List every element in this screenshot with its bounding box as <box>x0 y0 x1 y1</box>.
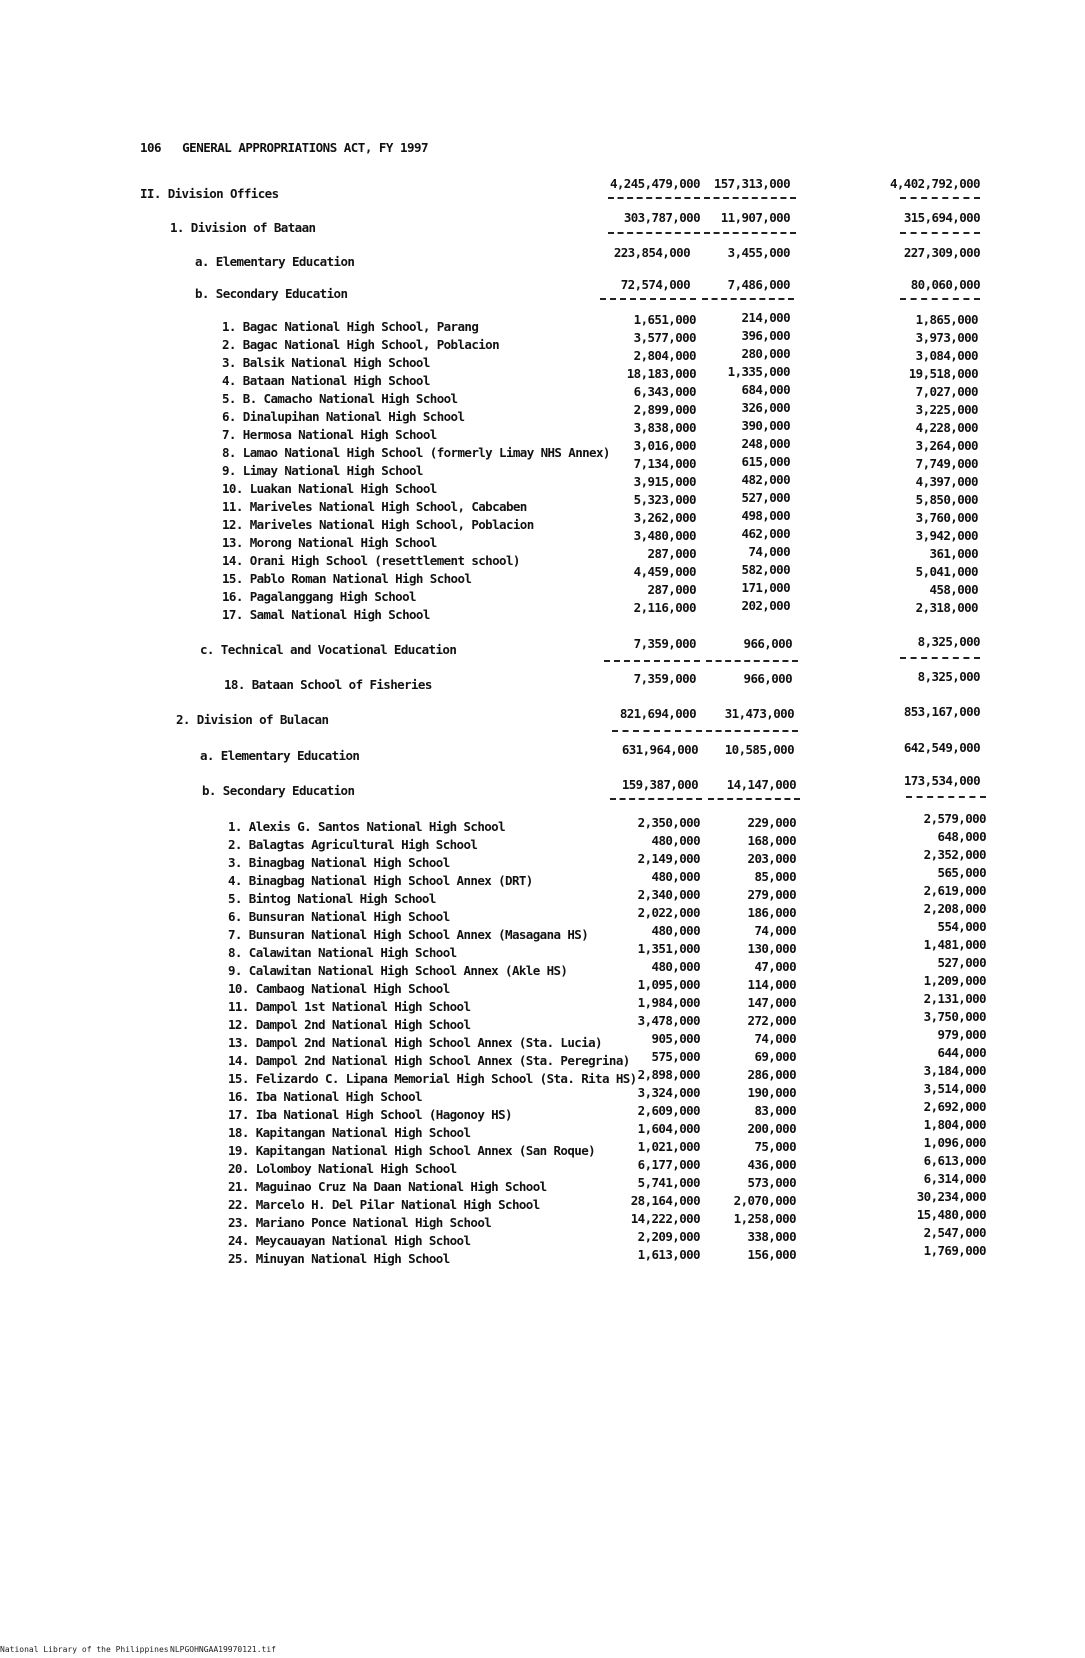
list-item-col3: 1,769,000 <box>923 1243 986 1258</box>
bataan-fisheries-col1: 7,359,000 <box>633 671 696 686</box>
division-offices-col2: 157,313,000 <box>713 176 790 191</box>
list-item-col1: 5,323,000 <box>633 492 696 507</box>
list-item-col2: 396,000 <box>741 328 790 343</box>
list-item-col1: 3,478,000 <box>637 1013 700 1028</box>
footer-library: National Library of the Philippines <box>0 1645 169 1654</box>
list-item-col1: 480,000 <box>651 959 700 974</box>
list-item-col1: 1,604,000 <box>637 1121 700 1136</box>
list-item-col2: 615,000 <box>741 454 790 469</box>
bataan-elementary-label: a. Elementary Education <box>195 254 355 269</box>
list-item-col3: 1,209,000 <box>923 973 986 988</box>
list-item: 7. Hermosa National High School <box>222 427 437 442</box>
list-item: 14. Orani High School (resettlement school) <box>222 553 520 568</box>
list-item: 24. Meycauayan National High School <box>228 1233 471 1248</box>
division-offices-label: II. Division Offices <box>140 186 279 201</box>
list-item-col1: 14,222,000 <box>630 1211 700 1226</box>
list-item: 16. Iba National High School <box>228 1089 422 1104</box>
list-item: 15. Felizardo C. Lipana Memorial High School (Sta. Rita HS) <box>228 1071 637 1086</box>
list-item-col3: 3,264,000 <box>915 438 978 453</box>
list-item: 5. B. Camacho National High School <box>222 391 458 406</box>
list-item-col2: 75,000 <box>754 1139 796 1154</box>
list-item-col3: 3,514,000 <box>923 1081 986 1096</box>
bataan-fisheries-label: 18. Bataan School of Fisheries <box>224 677 432 692</box>
list-item-col3: 1,481,000 <box>923 937 986 952</box>
list-item-col2: 74,000 <box>754 923 796 938</box>
list-item-col1: 4,459,000 <box>633 564 696 579</box>
list-item-col3: 2,208,000 <box>923 901 986 916</box>
list-item-col2: 114,000 <box>747 977 796 992</box>
list-item-col2: 482,000 <box>741 472 790 487</box>
list-item-col3: 7,027,000 <box>915 384 978 399</box>
list-item-col1: 3,577,000 <box>633 330 696 345</box>
list-item-col3: 5,041,000 <box>915 564 978 579</box>
list-item-col3: 4,397,000 <box>915 474 978 489</box>
list-item-col3: 2,547,000 <box>923 1225 986 1240</box>
list-item: 10. Luakan National High School <box>222 481 437 496</box>
rule <box>600 298 696 300</box>
list-item-col2: 74,000 <box>748 544 790 559</box>
list-item-col2: 498,000 <box>741 508 790 523</box>
list-item-col1: 1,651,000 <box>633 312 696 327</box>
list-item: 13. Morong National High School <box>222 535 437 550</box>
bataan-elementary-col2: 3,455,000 <box>727 245 790 260</box>
list-item-col1: 2,149,000 <box>637 851 700 866</box>
list-item-col1: 3,480,000 <box>633 528 696 543</box>
page-number: 106 <box>140 140 162 155</box>
list-item-col3: 644,000 <box>937 1045 986 1060</box>
bulacan-col2: 31,473,000 <box>724 706 794 721</box>
bataan-technical-col2: 966,000 <box>743 636 792 651</box>
list-item-col1: 6,343,000 <box>633 384 696 399</box>
list-item-col3: 1,096,000 <box>923 1135 986 1150</box>
page-header <box>140 140 428 155</box>
list-item-col1: 7,134,000 <box>633 456 696 471</box>
list-item-col1: 287,000 <box>647 582 696 597</box>
list-item: 14. Dampol 2nd National High School Annex (Sta. Peregrina) <box>228 1053 630 1068</box>
list-item-col3: 19,518,000 <box>908 366 978 381</box>
list-item: 20. Lolomboy National High School <box>228 1161 457 1176</box>
list-item: 4. Bataan National High School <box>222 373 430 388</box>
list-item-col2: 248,000 <box>741 436 790 451</box>
list-item: 6. Dinalupihan National High School <box>222 409 465 424</box>
bataan-secondary-col3: 80,060,000 <box>910 277 980 292</box>
list-item-col2: 171,000 <box>741 580 790 595</box>
list-item-col3: 6,314,000 <box>923 1171 986 1186</box>
list-item: 5. Bintog National High School <box>228 891 436 906</box>
list-item: 8. Calawitan National High School <box>228 945 457 960</box>
list-item-col2: 74,000 <box>754 1031 796 1046</box>
list-item-col1: 1,021,000 <box>637 1139 700 1154</box>
list-item-col2: 200,000 <box>747 1121 796 1136</box>
list-item-col3: 3,750,000 <box>923 1009 986 1024</box>
rule <box>900 197 980 199</box>
list-item-col3: 5,850,000 <box>915 492 978 507</box>
list-item-col3: 3,184,000 <box>923 1063 986 1078</box>
bulacan-elementary-label: a. Elementary Education <box>200 748 360 763</box>
list-item-col1: 3,016,000 <box>633 438 696 453</box>
bulacan-elementary-col3: 642,549,000 <box>903 740 980 755</box>
list-item: 23. Mariano Ponce National High School <box>228 1215 492 1230</box>
list-item: 8. Lamao National High School (formerly Limay NHS Annex) <box>222 445 610 460</box>
bataan-col3: 315,694,000 <box>903 210 980 225</box>
list-item-col3: 2,692,000 <box>923 1099 986 1114</box>
list-item-col3: 2,619,000 <box>923 883 986 898</box>
list-item-col2: 582,000 <box>741 562 790 577</box>
bataan-secondary-col2: 7,486,000 <box>727 277 790 292</box>
list-item: 25. Minuyan National High School <box>228 1251 450 1266</box>
list-item-col3: 2,318,000 <box>915 600 978 615</box>
list-item: 10. Cambaog National High School <box>228 981 450 996</box>
list-item: 19. Kapitangan National High School Annex (San Roque) <box>228 1143 596 1158</box>
rule <box>900 298 980 300</box>
list-item-col2: 286,000 <box>747 1067 796 1082</box>
list-item-col2: 147,000 <box>747 995 796 1010</box>
list-item: 6. Bunsuran National High School <box>228 909 450 924</box>
rule <box>610 798 702 800</box>
rule <box>906 796 986 798</box>
bataan-technical-col3: 8,325,000 <box>917 634 980 649</box>
list-item-col1: 2,609,000 <box>637 1103 700 1118</box>
list-item-col3: 361,000 <box>929 546 978 561</box>
list-item: 1. Bagac National High School, Parang <box>222 319 479 334</box>
list-item-col2: 280,000 <box>741 346 790 361</box>
list-item: 3. Binagbag National High School <box>228 855 450 870</box>
list-item: 1. Alexis G. Santos National High School <box>228 819 506 834</box>
list-item-col2: 326,000 <box>741 400 790 415</box>
list-item-col2: 1,335,000 <box>727 364 790 379</box>
list-item-col1: 6,177,000 <box>637 1157 700 1172</box>
list-item-col2: 47,000 <box>754 959 796 974</box>
list-item-col2: 168,000 <box>747 833 796 848</box>
rule <box>702 298 794 300</box>
footer-file: NLPGOHNGAA19970121.tif <box>170 1645 276 1654</box>
list-item-col3: 1,865,000 <box>915 312 978 327</box>
bulacan-elementary-col1: 631,964,000 <box>621 742 698 757</box>
list-item-col1: 287,000 <box>647 546 696 561</box>
bulacan-col1: 821,694,000 <box>619 706 696 721</box>
list-item-col1: 1,984,000 <box>637 995 700 1010</box>
list-item-col2: 186,000 <box>747 905 796 920</box>
rule <box>708 798 800 800</box>
bulacan-secondary-label: b. Secondary Education <box>202 783 355 798</box>
list-item-col3: 3,225,000 <box>915 402 978 417</box>
list-item-col3: 7,749,000 <box>915 456 978 471</box>
list-item-col1: 18,183,000 <box>626 366 696 381</box>
list-item-col3: 554,000 <box>937 919 986 934</box>
list-item-col1: 5,741,000 <box>637 1175 700 1190</box>
list-item-col3: 527,000 <box>937 955 986 970</box>
list-item-col3: 2,579,000 <box>923 811 986 826</box>
list-item-col1: 480,000 <box>651 869 700 884</box>
list-item-col1: 3,838,000 <box>633 420 696 435</box>
list-item-col1: 1,351,000 <box>637 941 700 956</box>
bataan-fisheries-col2: 966,000 <box>743 671 792 686</box>
list-item-col1: 2,022,000 <box>637 905 700 920</box>
list-item: 7. Bunsuran National High School Annex (Masagana HS) <box>228 927 589 942</box>
list-item: 12. Mariveles National High School, Poblacion <box>222 517 534 532</box>
bulacan-col3: 853,167,000 <box>903 704 980 719</box>
division-offices-col3: 4,402,792,000 <box>889 176 980 191</box>
list-item-col3: 6,613,000 <box>923 1153 986 1168</box>
bataan-col2: 11,907,000 <box>720 210 790 225</box>
list-item-col2: 462,000 <box>741 526 790 541</box>
list-item-col3: 648,000 <box>937 829 986 844</box>
list-item-col3: 3,973,000 <box>915 330 978 345</box>
bataan-secondary-col1: 72,574,000 <box>620 277 690 292</box>
list-item-col3: 458,000 <box>929 582 978 597</box>
list-item: 18. Kapitangan National High School <box>228 1125 471 1140</box>
list-item: 2. Bagac National High School, Poblacion <box>222 337 500 352</box>
list-item-col3: 3,084,000 <box>915 348 978 363</box>
bataan-secondary-label: b. Secondary Education <box>195 286 348 301</box>
bulacan-label: 2. Division of Bulacan <box>176 712 329 727</box>
list-item-col1: 480,000 <box>651 923 700 938</box>
list-item-col1: 480,000 <box>651 833 700 848</box>
list-item-col1: 905,000 <box>651 1031 700 1046</box>
list-item: 9. Limay National High School <box>222 463 423 478</box>
rule <box>604 660 700 662</box>
list-item-col1: 3,324,000 <box>637 1085 700 1100</box>
list-item: 17. Iba National High School (Hagonoy HS) <box>228 1107 512 1122</box>
list-item-col2: 527,000 <box>741 490 790 505</box>
list-item-col2: 390,000 <box>741 418 790 433</box>
bataan-col1: 303,787,000 <box>623 210 700 225</box>
bataan-elementary-col3: 227,309,000 <box>903 245 980 260</box>
list-item-col2: 85,000 <box>754 869 796 884</box>
list-item: 15. Pablo Roman National High School <box>222 571 472 586</box>
list-item: 21. Maguinao Cruz Na Daan National High School <box>228 1179 547 1194</box>
list-item-col1: 2,899,000 <box>633 402 696 417</box>
rule <box>706 730 798 732</box>
document-title: GENERAL APPROPRIATIONS ACT, FY 1997 <box>182 140 429 155</box>
list-item-col3: 4,228,000 <box>915 420 978 435</box>
list-item-col1: 1,095,000 <box>637 977 700 992</box>
list-item-col1: 2,340,000 <box>637 887 700 902</box>
bataan-elementary-col1: 223,854,000 <box>613 245 690 260</box>
list-item-col2: 1,258,000 <box>733 1211 796 1226</box>
list-item-col1: 2,116,000 <box>633 600 696 615</box>
list-item-col3: 3,942,000 <box>915 528 978 543</box>
bulacan-secondary-col3: 173,534,000 <box>903 773 980 788</box>
list-item-col2: 573,000 <box>747 1175 796 1190</box>
list-item: 4. Binagbag National High School Annex (DRT) <box>228 873 533 888</box>
list-item: 12. Dampol 2nd National High School <box>228 1017 471 1032</box>
list-item-col1: 1,613,000 <box>637 1247 700 1262</box>
list-item: 3. Balsik National High School <box>222 355 430 370</box>
list-item-col2: 130,000 <box>747 941 796 956</box>
bataan-fisheries-col3: 8,325,000 <box>917 669 980 684</box>
list-item-col3: 565,000 <box>937 865 986 880</box>
list-item-col2: 69,000 <box>754 1049 796 1064</box>
list-item-col1: 575,000 <box>651 1049 700 1064</box>
list-item: 11. Dampol 1st National High School <box>228 999 471 1014</box>
bataan-technical-label: c. Technical and Vocational Education <box>200 642 457 657</box>
list-item-col2: 436,000 <box>747 1157 796 1172</box>
list-item: 16. Pagalanggang High School <box>222 589 416 604</box>
bulacan-secondary-col2: 14,147,000 <box>726 777 796 792</box>
list-item-col2: 83,000 <box>754 1103 796 1118</box>
bataan-technical-col1: 7,359,000 <box>633 636 696 651</box>
list-item-col1: 2,804,000 <box>633 348 696 363</box>
list-item-col2: 190,000 <box>747 1085 796 1100</box>
list-item-col1: 2,350,000 <box>637 815 700 830</box>
list-item-col2: 272,000 <box>747 1013 796 1028</box>
list-item-col2: 229,000 <box>747 815 796 830</box>
rule <box>612 730 702 732</box>
list-item-col1: 3,915,000 <box>633 474 696 489</box>
rule <box>704 232 796 234</box>
list-item-col2: 279,000 <box>747 887 796 902</box>
list-item-col1: 2,898,000 <box>637 1067 700 1082</box>
list-item-col2: 156,000 <box>747 1247 796 1262</box>
list-item: 17. Samal National High School <box>222 607 430 622</box>
rule <box>900 232 980 234</box>
list-item-col2: 203,000 <box>747 851 796 866</box>
rule <box>608 232 700 234</box>
list-item: 13. Dampol 2nd National High School Annex (Sta. Lucia) <box>228 1035 602 1050</box>
list-item-col3: 2,131,000 <box>923 991 986 1006</box>
bulacan-secondary-col1: 159,387,000 <box>621 777 698 792</box>
list-item-col1: 28,164,000 <box>630 1193 700 1208</box>
list-item-col3: 979,000 <box>937 1027 986 1042</box>
list-item-col1: 2,209,000 <box>637 1229 700 1244</box>
rule <box>706 660 798 662</box>
list-item: 2. Balagtas Agricultural High School <box>228 837 478 852</box>
rule <box>608 197 700 199</box>
list-item-col3: 3,760,000 <box>915 510 978 525</box>
list-item-col2: 214,000 <box>741 310 790 325</box>
list-item-col2: 338,000 <box>747 1229 796 1244</box>
bulacan-elementary-col2: 10,585,000 <box>724 742 794 757</box>
list-item-col1: 3,262,000 <box>633 510 696 525</box>
division-offices-col1: 4,245,479,000 <box>609 176 700 191</box>
list-item-col3: 30,234,000 <box>916 1189 986 1204</box>
list-item-col2: 684,000 <box>741 382 790 397</box>
list-item: 9. Calawitan National High School Annex (Akle HS) <box>228 963 568 978</box>
list-item: 22. Marcelo H. Del Pilar National High School <box>228 1197 540 1212</box>
rule <box>900 657 980 659</box>
list-item-col2: 2,070,000 <box>733 1193 796 1208</box>
list-item-col2: 202,000 <box>741 598 790 613</box>
list-item-col3: 1,804,000 <box>923 1117 986 1132</box>
rule <box>704 197 796 199</box>
list-item-col3: 2,352,000 <box>923 847 986 862</box>
list-item-col3: 15,480,000 <box>916 1207 986 1222</box>
list-item: 11. Mariveles National High School, Cabcaben <box>222 499 527 514</box>
bataan-label: 1. Division of Bataan <box>170 220 316 235</box>
